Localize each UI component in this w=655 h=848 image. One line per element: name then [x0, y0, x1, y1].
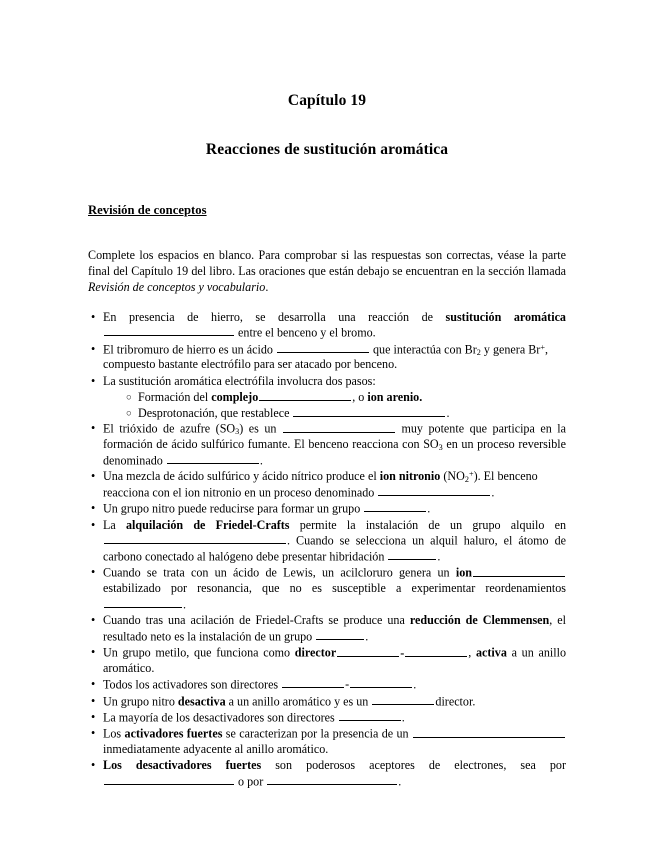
- bullet-marker-icon: •: [91, 373, 96, 388]
- list-item-text: Una mezcla de ácido sulfúrico y ácido nítrico produce el ion nitronio $(NO_2^+)$. El benceno reacciona con el ion nitronio en un proceso denominado .: [103, 469, 538, 500]
- bullet-marker-icon: •: [91, 341, 96, 356]
- list-item: [126, 390, 566, 406]
- emphasis-text: ion nitronio: [379, 469, 441, 484]
- answer-blank[interactable]: [405, 645, 467, 656]
- section-heading: Revisión de conceptos: [88, 203, 207, 217]
- bullet-marker-icon: •: [91, 726, 96, 741]
- answer-blank[interactable]: [167, 453, 259, 464]
- answer-blank[interactable]: [337, 645, 399, 656]
- list-item: [88, 501, 566, 517]
- sub-list: [88, 390, 566, 422]
- bullet-marker-icon: •: [91, 469, 96, 484]
- bullet-marker-icon: •: [91, 565, 96, 580]
- bullet-marker-icon: •: [91, 501, 96, 516]
- emphasis-text: ion: [455, 565, 472, 580]
- answer-blank[interactable]: [104, 597, 182, 608]
- bullet-marker-icon: •: [91, 677, 96, 692]
- answer-blank[interactable]: [316, 629, 364, 640]
- list-item-text: Un grupo nitro desactiva a un anillo aromático y es un director.: [103, 693, 476, 708]
- list-item: [88, 758, 566, 789]
- superscript: +: [468, 469, 474, 479]
- answer-blank[interactable]: [364, 501, 426, 512]
- answer-blank[interactable]: [339, 710, 401, 721]
- answer-blank[interactable]: [259, 390, 351, 401]
- list-item: [88, 565, 566, 612]
- page-title: Reacciones de sustitución aromática: [205, 141, 449, 158]
- emphasis-text: desactiva: [177, 693, 226, 708]
- bullet-marker-icon: •: [91, 709, 96, 724]
- chemical-formula: [465, 469, 474, 483]
- emphasis-text: complejo: [211, 389, 259, 404]
- list-item-text: Los desactivadores fuertes son poderosos aceptores de electrones, sea por o por .: [103, 758, 566, 789]
- list-item-text: Cuando tras una acilación de Friedel-Crafts se produce una reducción de Clemmensen, el resultado neto es la instalación de un grupo .: [103, 613, 567, 644]
- hollow-bullet-marker-icon: ○: [126, 408, 132, 419]
- blank-separator: -: [400, 645, 405, 660]
- bullet-marker-icon: •: [91, 758, 96, 773]
- answer-blank[interactable]: [388, 549, 436, 560]
- hollow-bullet-marker-icon: ○: [126, 392, 132, 403]
- emphasis-text: reducción de Clemmensen: [409, 613, 550, 628]
- bullet-marker-icon: •: [91, 517, 96, 532]
- list-item-text: Desprotonación, que restablece .: [138, 405, 450, 420]
- list-item: [88, 645, 566, 676]
- intro-text-part1: Complete los espacios en blanco. Para comprobar si las respuestas son correctas, véase la parte final del Capítulo 19 del libro. Las oraciones que están debajo se encuentran en la sección llamada: [88, 248, 566, 279]
- blank-separator: -: [345, 677, 350, 692]
- answer-blank[interactable]: [104, 774, 234, 785]
- answer-blank[interactable]: [104, 325, 234, 336]
- bullet-marker-icon: •: [91, 309, 96, 324]
- list-item-text: La mayoría de los desactivadores son directores .: [103, 710, 405, 725]
- list-item: [88, 310, 566, 341]
- emphasis-text: Los desactivadores fuertes: [103, 758, 262, 773]
- intro-text-part2: .: [265, 280, 269, 295]
- bullet-marker-icon: •: [91, 421, 96, 436]
- list-item: [88, 694, 566, 710]
- subscript: 3: [438, 443, 443, 453]
- list-item-text: Cuando se trata con un ácido de Lewis, un acilcloruro genera un ion estabilizado por resonancia, que no es susceptible a experimentar reordenamientos .: [103, 565, 566, 612]
- list-item-text: En presencia de hierro, se desarrolla una reacción de sustitución aromática entre el benceno y el bromo.: [103, 309, 566, 340]
- answer-blank[interactable]: [267, 774, 397, 785]
- concept-review-list: [88, 296, 566, 790]
- list-item: [88, 421, 566, 468]
- superscript: +: [540, 342, 545, 352]
- list-item-text: Formación del complejo , o ion arenio.: [138, 389, 423, 404]
- list-item: [88, 374, 566, 390]
- answer-blank[interactable]: [293, 406, 445, 417]
- list-item-text: Un grupo metilo, que funciona como director - , activa a un anillo aromático.: [103, 645, 567, 676]
- paired-answer-blanks: [281, 677, 413, 691]
- list-item-text: Todos los activadores son directores - .: [103, 677, 417, 692]
- list-item: [88, 518, 566, 565]
- answer-blank[interactable]: [282, 677, 344, 688]
- answer-blank[interactable]: [378, 485, 490, 496]
- emphasis-text: activa: [475, 645, 507, 660]
- answer-blank[interactable]: [350, 677, 412, 688]
- emphasis-text: ion arenio.: [367, 389, 423, 404]
- list-item: [88, 342, 566, 373]
- paired-answer-blanks: [336, 646, 468, 660]
- answer-blank[interactable]: [413, 726, 565, 737]
- list-item-text: La alquilación de Friedel-Crafts permite la instalación de un grupo alquilo en . Cuando se selecciona un alquil haluro, el átomo de carbono conectado al halógeno debe presentar hibridación .: [103, 517, 567, 564]
- list-item: [88, 710, 566, 726]
- emphasis-text: alquilación de Friedel-Crafts: [125, 517, 290, 532]
- bullet-marker-icon: •: [91, 645, 96, 660]
- list-item: [88, 726, 566, 757]
- intro-italic-reference: Revisión de conceptos y vocabulario: [88, 280, 266, 295]
- list-item: [88, 613, 566, 644]
- answer-blank[interactable]: [473, 565, 565, 576]
- emphasis-text: activadores fuertes: [124, 726, 223, 741]
- emphasis-text: sustitución aromática: [445, 309, 566, 324]
- subscript: 3: [235, 427, 240, 437]
- list-item: [88, 677, 566, 693]
- list-item-text: El trióxido de azufre $(SO_3)$ es un muy potente que participa en la formación de ácido sulfúrico fumante. El benceno reacciona con $SO_3$ en un proceso reversible denominado .: [103, 421, 566, 468]
- bullet-marker-icon: •: [91, 693, 96, 708]
- answer-blank[interactable]: [283, 421, 395, 432]
- list-item-text: Los activadores fuertes se caracterizan por la presencia de un inmediatamente adyacente al anillo aromático.: [103, 726, 566, 757]
- document-content: [88, 0, 566, 790]
- answer-blank[interactable]: [277, 342, 369, 353]
- subscript: 2: [476, 347, 481, 357]
- emphasis-text: director: [294, 645, 337, 660]
- subscript: 2: [464, 475, 469, 485]
- chapter-title: Capítulo 19: [287, 92, 367, 109]
- bullet-marker-icon: •: [91, 613, 96, 628]
- intro-paragraph: [88, 218, 566, 296]
- answer-blank[interactable]: [104, 533, 286, 544]
- list-item: [126, 406, 566, 422]
- answer-blank[interactable]: [372, 694, 434, 705]
- list-item-text: La sustitución aromática electrófila involucra dos pasos:: [103, 373, 376, 388]
- list-item-text: Un grupo nitro puede reducirse para formar un grupo .: [103, 501, 431, 516]
- list-item-text: El tribromuro de hierro es un ácido que interactúa con $Br_2$ y genera Br+, compuesto bastante electrófilo para ser atacado por benceno.: [103, 341, 548, 372]
- list-item: [88, 469, 566, 500]
